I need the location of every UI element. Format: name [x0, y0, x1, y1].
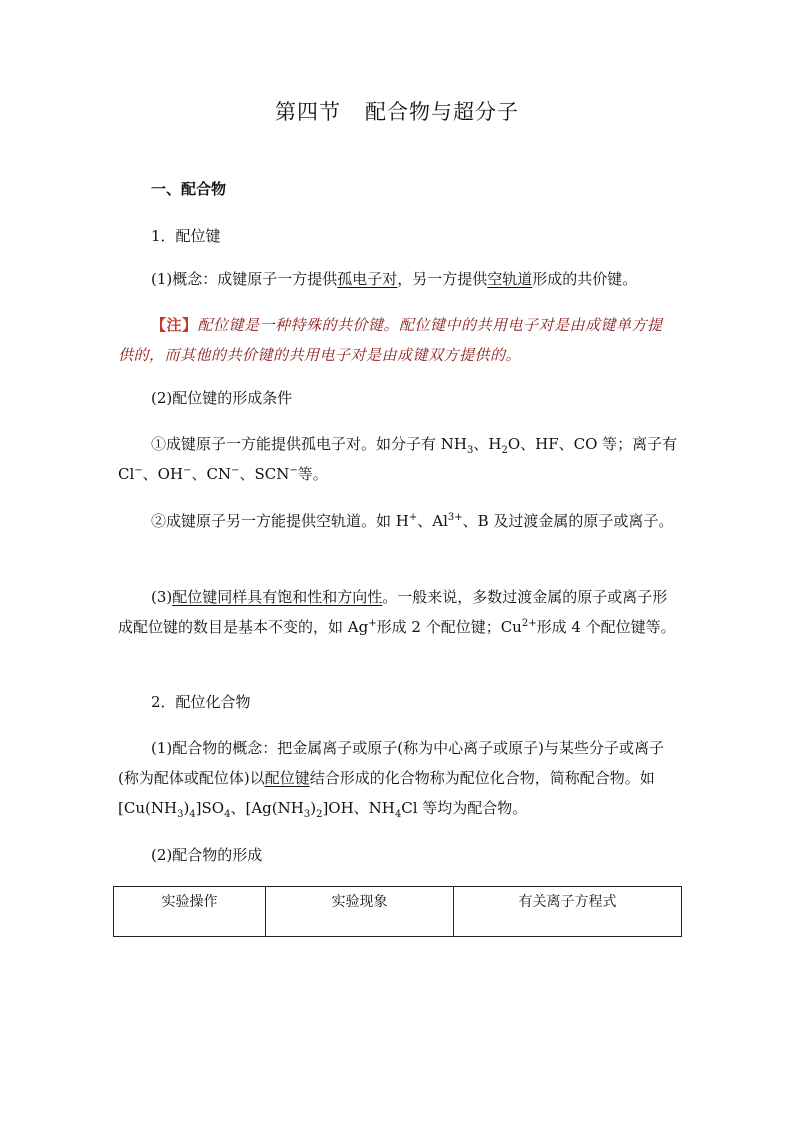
section-heading: 一、配合物: [151, 180, 227, 198]
definition-paragraph: (1)配合物的概念：把金属离子或原子(称为中心离子或原子)与某些分子或离子(称为配体或配位体)以配位键结合形成的化合物称为配位化合物，简称配合物。如$[Cu(NH_3)_4]SO_4$、$[Ag(NH_3)_2]OH$、$NH_4Cl$ 等均为配合物。: [118, 739, 664, 820]
condition-1-paragraph: ①成键原子一方能提供孤电子对。如分子有 $NH_3$、$H_2O$、HF、CO 等；离子有 Cl−、OH−、CN−、SCN−等。: [118, 435, 678, 483]
experiment-table: [113, 886, 682, 937]
complex-formation-heading: (2)配合物的形成: [151, 846, 263, 864]
condition-2-paragraph: ②成键原子另一方能提供空轨道。如 H+、$Al^{3+}$、B 及过渡金属的原子或离子。: [151, 512, 674, 530]
table-header-cell: 实验现象: [266, 887, 454, 937]
subsection-heading-complex: 2．配位化合物: [151, 693, 251, 711]
underlined-term: 孤电子对: [337, 270, 398, 288]
note-label: 【注】: [151, 316, 198, 334]
property-paragraph: (3)配位键同样具有饱和性和方向性。一般来说，多数过渡金属的原子或离子形成配位键的数目是基本不变的，如 Ag+形成 2 个配位键；$Cu^{2+}$形成 4 个配位键等。: [118, 588, 676, 636]
title-section-number: 第四节: [275, 100, 341, 124]
underlined-term: 配位键同样具有饱和性和方向性: [172, 588, 383, 606]
underlined-term: 配位键: [264, 769, 310, 787]
subsection-heading-coordinate-bond: 1．配位键: [151, 227, 221, 245]
concept-paragraph: (1)概念：成键原子一方提供孤电子对，另一方提供空轨道形成的共价键。: [151, 270, 638, 288]
table-header-row: [114, 887, 682, 937]
title-text: 配合物与超分子: [365, 100, 519, 124]
page-title: [0, 96, 794, 126]
underlined-term: 空轨道: [487, 270, 533, 288]
formation-conditions-heading: (2)配位键的形成条件: [151, 389, 293, 407]
note-paragraph: 【注】配位键是一种特殊的共价键。配位键中的共用电子对是由成键单方提供的，而其他的共价键的共用电子对是由成键双方提供的。: [118, 316, 663, 364]
table-header-cell: 实验操作: [114, 887, 266, 937]
table-header-cell: 有关离子方程式: [454, 887, 682, 937]
